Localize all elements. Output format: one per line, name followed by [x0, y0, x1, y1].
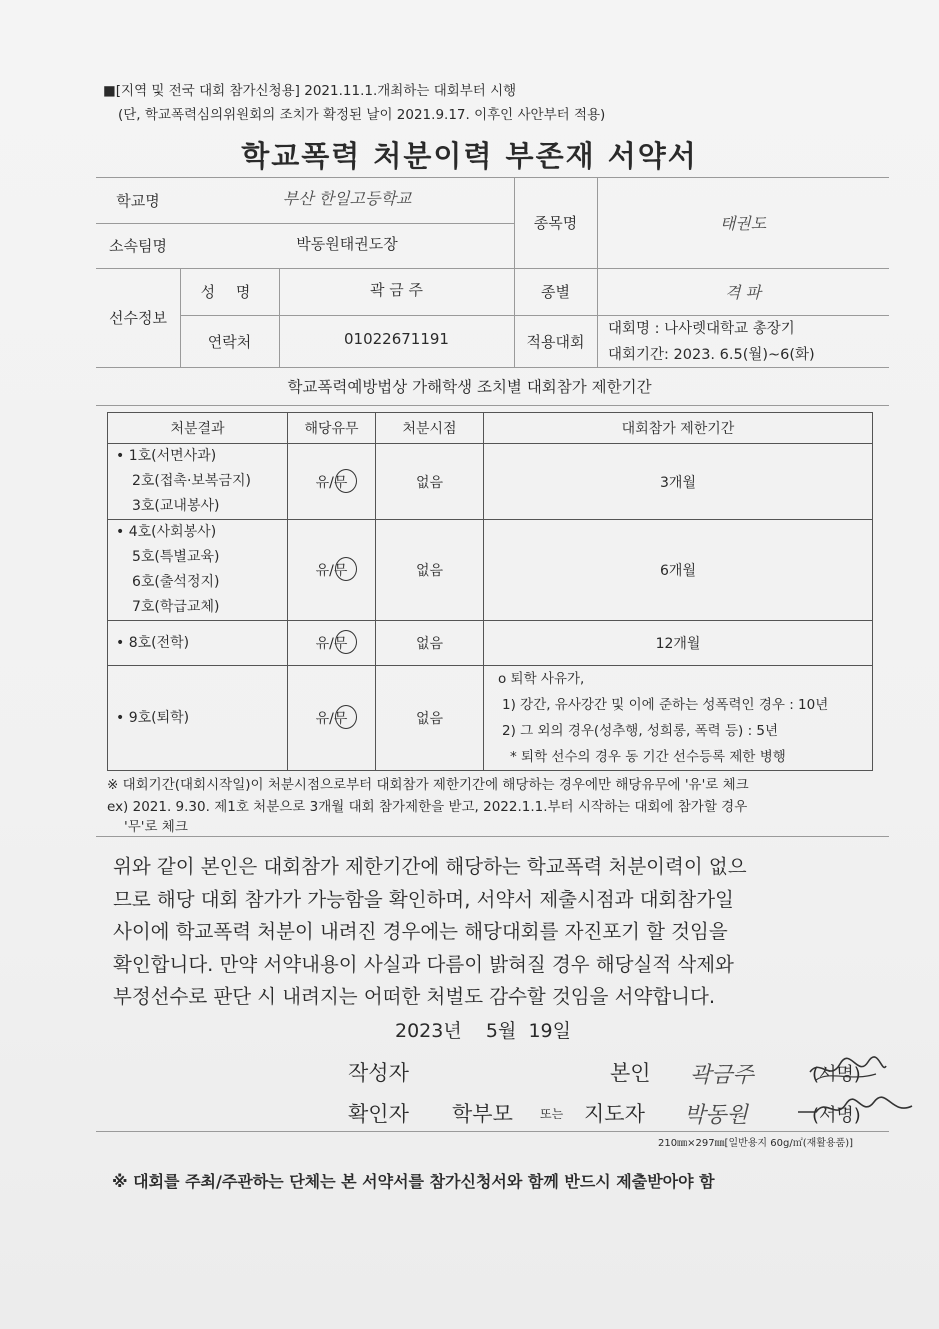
timing-cell: 없음 [376, 666, 484, 771]
self-label: 본인 [610, 1061, 651, 1085]
coach-signature-name[interactable]: 박동원 [684, 1103, 748, 1128]
applicable-checkbox[interactable]: 유/무 [316, 633, 348, 653]
confirmer-label: 확인자 [348, 1102, 409, 1126]
code-item: 5호(특별교육) [132, 549, 220, 565]
competition-period: 대회기간: 2023. 6.5(월)~6(화) [608, 347, 815, 363]
code-item: • 8호(전학) [116, 634, 190, 651]
col-header-result: 처분결과 [108, 413, 288, 444]
code-item: 7호(학급교체) [132, 599, 220, 615]
codes-cell [108, 444, 288, 520]
table-row [108, 520, 873, 621]
document-title: 학교폭력 처분이력 부존재 서약서 [241, 139, 698, 173]
limits-section-title: 학교폭력예방법상 가해학생 조치별 대회참가 제한기간 [287, 378, 652, 396]
limits-table [107, 412, 873, 771]
pledge-line: 확인합니다. 만약 서약내용이 사실과 다름이 밝혀질 경우 해당실적 삭제와 [113, 952, 734, 976]
pledge-body [113, 851, 873, 1014]
contact-value: 01022671191 [344, 330, 449, 348]
self-seal: (서명) [812, 1064, 861, 1085]
code-item: • 1호(서면사과) [116, 448, 217, 464]
table-row [108, 666, 873, 771]
event-value: 태권도 [719, 214, 767, 233]
timing-cell: 없음 [376, 520, 484, 621]
or-label: 또는 [540, 1107, 564, 1121]
selected-mark [335, 557, 357, 581]
reason-line: o 퇴학 사유가, [498, 671, 585, 687]
coach-label: 지도자 [584, 1102, 645, 1126]
applied-competition-label: 적용대회 [526, 332, 585, 351]
timing-cell: 없음 [376, 444, 484, 520]
footer-note: ※ 대회를 주최/주관하는 단체는 본 서약서를 참가신청서와 함께 반드시 제출받아야 함 [112, 1172, 715, 1191]
self-signature-name[interactable]: 곽금주 [690, 1063, 754, 1088]
period-cell: 3개월 [484, 444, 873, 520]
note-1: ※ 대회기간(대회시작일)이 처분시점으로부터 대회참가 제한기간에 해당하는 경우에만 해당유무에 '유'로 체크 [107, 777, 749, 793]
header-line-1: ■[지역 및 전국 대회 참가신청용] 2021.11.1.개최하는 대회부터 시행 [103, 83, 517, 99]
category-label: 종별 [541, 283, 570, 301]
pledge-line: 사이에 학교폭력 처분이 내려진 경우에는 해당대회를 자진포기 할 것임을 [113, 920, 728, 943]
applicable-checkbox[interactable]: 유/무 [316, 560, 348, 580]
code-item: • 9호(퇴학) [116, 709, 190, 726]
codes-cell [108, 520, 288, 621]
school-label: 학교명 [116, 191, 160, 210]
header-line-2: (단, 학교폭력심의위원회의 조치가 확정된 날이 2021.9.17. 이후인 사안부터 적용) [118, 107, 606, 123]
competition-name: 대회명 : 나사렛대학교 총장기 [608, 321, 795, 337]
table-row [108, 444, 873, 520]
pledge-line: 위와 같이 본인은 대회참가 제한기간에 해당하는 학교폭력 처분이력이 없으 [113, 855, 747, 878]
selected-mark [335, 469, 357, 493]
codes-cell [108, 666, 288, 771]
col-header-period: 대회참가 제한기간 [484, 413, 873, 444]
self-signature-scribble [806, 1052, 888, 1088]
name-value: 곽 금 주 [369, 280, 423, 299]
applicable-checkbox[interactable]: 유/무 [316, 472, 348, 492]
period-cell: 12개월 [484, 621, 873, 666]
parent-label: 학부모 [452, 1102, 513, 1126]
writer-label: 작성자 [348, 1061, 409, 1085]
name-label: 성 명 [200, 283, 259, 301]
codes-cell [108, 621, 288, 666]
period-cell: 6개월 [484, 520, 873, 621]
reason-line: * 퇴학 선수의 경우 동 기간 선수등록 제한 병행 [510, 749, 786, 765]
coach-signature-scribble [796, 1090, 914, 1126]
school-value: 부산 한일고등학교 [282, 188, 412, 208]
paper-spec: 210㎜×297㎜[일반용지 60g/㎡(재활용품)] [658, 1138, 854, 1149]
reason-line: 1) 강간, 유사강간 및 이에 준하는 성폭력인 경우 : 10년 [502, 697, 829, 713]
col-header-timing: 처분시점 [376, 413, 484, 444]
code-item: 3호(교내봉사) [132, 498, 220, 514]
team-value: 박동원태권도장 [296, 234, 398, 253]
code-item: 2호(접촉·보복금지) [132, 473, 251, 489]
note-2: ex) 2021. 9.30. 제1호 처분으로 3개월 대회 참가제한을 받고, 2022.1.1.부터 시작하는 대회에 참가할 경우 [107, 799, 748, 815]
selected-mark [335, 630, 357, 654]
coach-seal: (서명) [812, 1105, 861, 1126]
applicable-checkbox[interactable]: 유/무 [316, 708, 348, 728]
col-header-applicable: 해당유무 [288, 413, 376, 444]
event-label: 종목명 [533, 214, 578, 232]
pledge-date [395, 1016, 571, 1043]
team-label: 소속팀명 [109, 237, 167, 255]
code-item: • 4호(사회봉사) [116, 524, 217, 540]
contact-label: 연락처 [207, 332, 252, 351]
code-item: 6호(출석정지) [132, 574, 220, 590]
selected-mark [335, 705, 357, 729]
timing-cell: 없음 [376, 621, 484, 666]
expulsion-reasons-cell [484, 666, 873, 771]
category-value: 격 파 [725, 283, 761, 302]
date-day: 19일 [528, 1020, 571, 1042]
note-3: '무'로 체크 [124, 819, 188, 835]
pledge-line: 므로 해당 대회 참가가 가능함을 확인하며, 서약서 제출시점과 대회참가일 [113, 887, 734, 911]
reason-line: 2) 그 외의 경우(성추행, 성희롱, 폭력 등) : 5년 [502, 723, 779, 739]
athlete-label: 선수정보 [109, 309, 167, 327]
date-year: 2023년 [395, 1020, 462, 1042]
table-row [108, 621, 873, 666]
pledge-line: 부정선수로 판단 시 내려지는 어떠한 처벌도 감수할 것임을 서약합니다. [113, 985, 716, 1008]
date-month: 5월 [485, 1020, 517, 1042]
